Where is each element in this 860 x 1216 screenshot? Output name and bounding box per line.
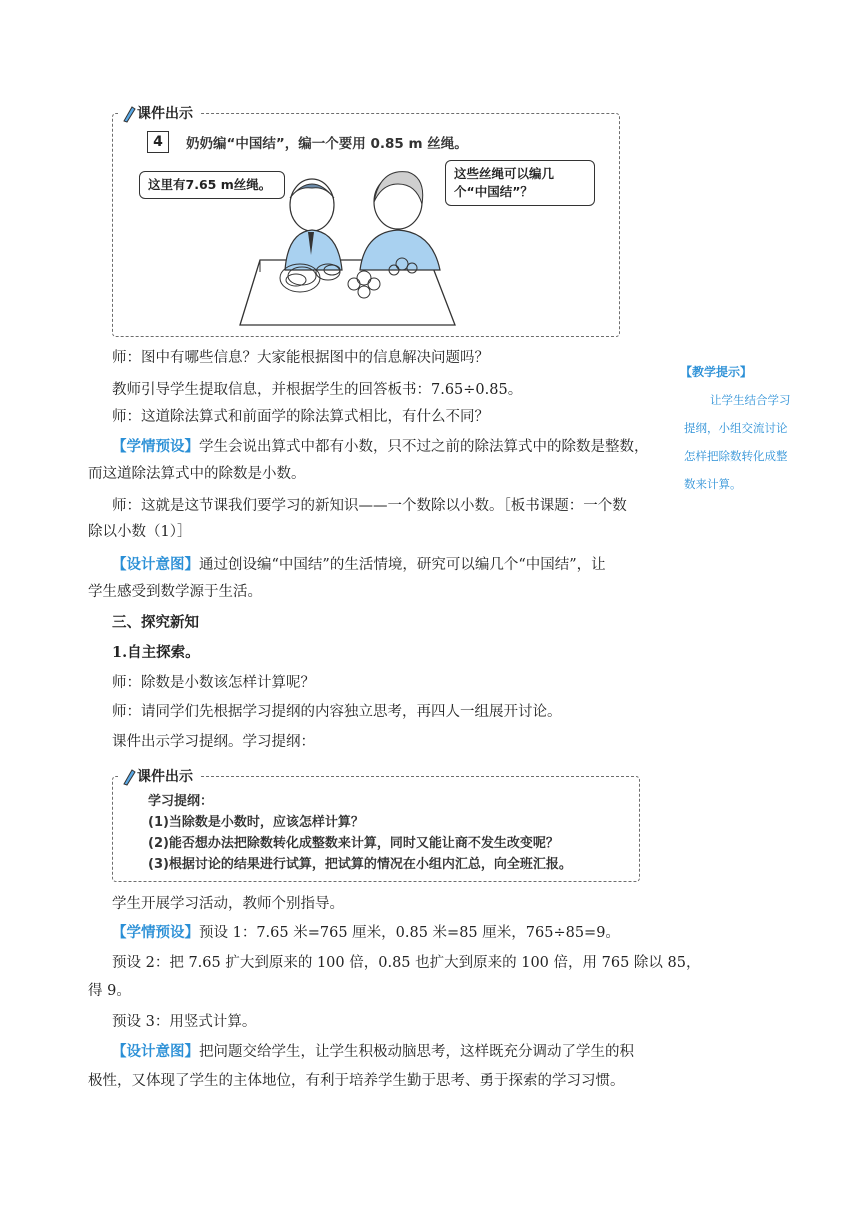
- para-9: 课件出示学习提纲。学习提纲：: [112, 734, 315, 750]
- tag-learning-preset-2: 【学情预设】: [112, 924, 199, 941]
- para-6-line-2: 学生感受到数学源于生活。: [88, 584, 262, 600]
- para-4-text: 学生会说出算式中都有小数，只不过之前的除法算式中的除数是整数，: [199, 439, 649, 455]
- teaching-tip-line-2: 提纲，小组交流讨论: [684, 421, 788, 435]
- speech-bubble-boy: 这里有7.65 m丝绳。: [139, 171, 285, 199]
- para-12-line-2: 得 9。: [88, 983, 131, 999]
- para-10: 学生开展学习活动，教师个别指导。: [112, 896, 344, 912]
- section-heading: 三、探究新知: [112, 614, 199, 631]
- para-5-line-1: 师：这就是这节课我们要学习的新知识——一个数除以小数。［板书课题：一个数: [112, 498, 627, 514]
- para-6-text: 通过创设编“中国结”的生活情境，研究可以编几个“中国结”，让: [199, 557, 606, 573]
- grandma-figure: [360, 172, 440, 270]
- para-3: 师：这道除法算式和前面学的除法算式相比，有什么不同？: [112, 409, 489, 425]
- boy-figure: [285, 179, 342, 270]
- para-7: 师：除数是小数该怎样计算呢？: [112, 675, 315, 691]
- teaching-tip-line-4: 数来计算。: [684, 477, 742, 491]
- para-4-line-1: [112, 437, 649, 457]
- para-8: 师：请同学们先根据学习提纲的内容独立思考，再四人一组展开讨论。: [112, 704, 562, 720]
- outline-item-1: (1)当除数是小数时，应该怎样计算？: [148, 815, 364, 830]
- pen-icon: [122, 105, 136, 123]
- illustration: [230, 160, 470, 330]
- outline-item-2: (2)能否想办法把除数转化成整数来计算，同时又能让商不发生改变呢？: [148, 836, 559, 851]
- teaching-tip-line-3: 怎样把除数转化成整: [684, 449, 788, 463]
- para-13: 预设 3：用竖式计算。: [112, 1014, 257, 1030]
- tag-learning-preset: 【学情预设】: [112, 438, 199, 455]
- para-14-line-2: 极性，又体现了学生的主体地位，有利于培养学生勤于思考、勇于探索的学习习惯。: [88, 1073, 625, 1089]
- para-5-line-2: 除以小数（1）］: [88, 524, 192, 540]
- para-1: 师：图中有哪些信息？大家能根据图中的信息解决问题吗？: [112, 350, 489, 366]
- para-14-text: 把问题交给学生，让学生积极动脑思考，这样既充分调动了学生的积: [199, 1044, 634, 1060]
- outline-item-3: (3)根据讨论的结果进行试算，把试算的情况在小组内汇总，向全班汇报。: [148, 857, 572, 872]
- grandma-line-1: 这些丝绳可以编几: [454, 166, 555, 181]
- subsection-heading: 1.自主探索。: [112, 644, 200, 661]
- pen-icon: [122, 768, 136, 786]
- para-2: 教师引导学生提取信息，并根据学生的回答板书：7.65÷0.85。: [112, 382, 523, 398]
- para-4-line-2: 而这道除法算式中的除数是小数。: [88, 466, 306, 482]
- tag-design-intent-2: 【设计意图】: [112, 1043, 199, 1060]
- para-12-line-1: 预设 2：把 7.65 扩大到原来的 100 倍，0.85 也扩大到原来的 100 倍，用 765 除以 85，: [112, 955, 701, 971]
- problem-text: 奶奶编“中国结”，编一个要用 0.85 m 丝绳。: [186, 136, 468, 152]
- outline-heading: 学习提纲：: [148, 794, 214, 809]
- grandma-line-2: 个“中国结”？: [454, 184, 533, 199]
- courseware-box-1-title: 课件出示: [118, 103, 199, 123]
- para-11-text: 预设 1：7.65 米=765 厘米，0.85 米=85 厘米，765÷85=9。: [199, 925, 620, 941]
- teaching-tip-sidebar: [680, 358, 830, 498]
- teaching-tip-title: 【教学提示】: [680, 365, 753, 379]
- para-14-line-1: [112, 1042, 634, 1062]
- courseware-box-2-title: 课件出示: [118, 766, 199, 786]
- problem-number: 4: [147, 131, 169, 153]
- teaching-tip-line-1: 让学生结合学习: [710, 393, 791, 407]
- para-11: [112, 923, 620, 943]
- tag-design-intent: 【设计意图】: [112, 556, 199, 573]
- para-6-line-1: [112, 555, 606, 575]
